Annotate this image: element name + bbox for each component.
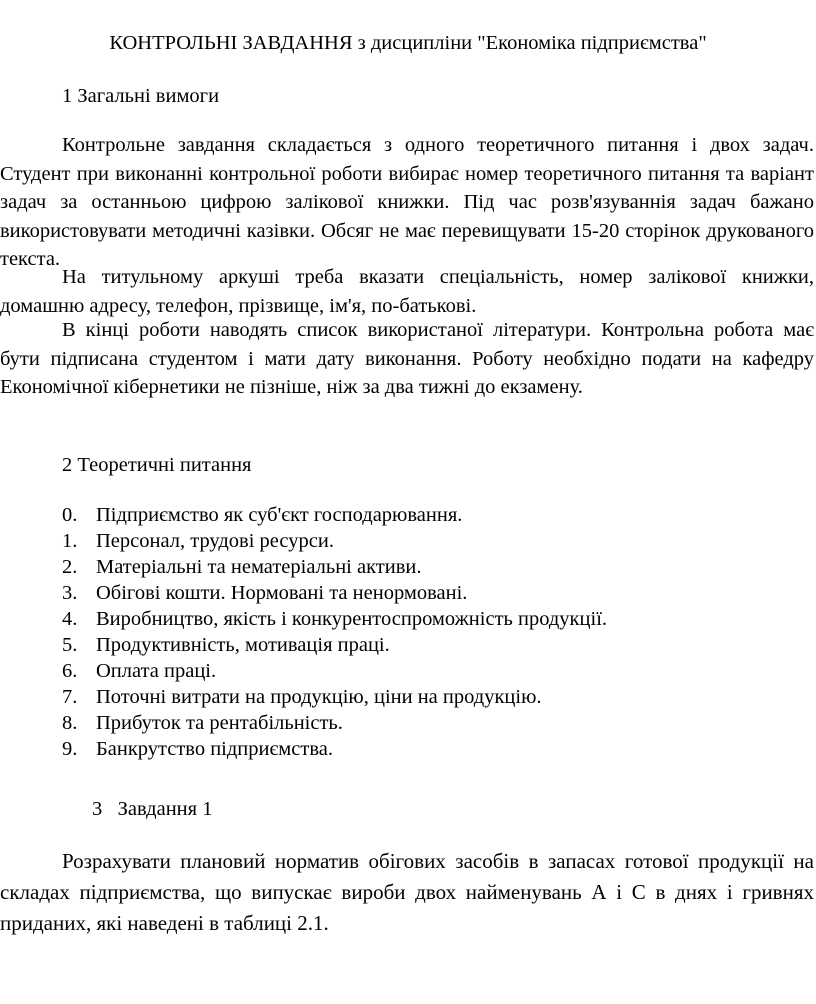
list-item	[62, 684, 607, 710]
question-text: Підприємство як суб'єкт господарювання.	[96, 504, 463, 526]
question-number: 6.	[62, 660, 78, 682]
list-item	[62, 736, 607, 762]
list-item	[62, 502, 607, 528]
question-number: 7.	[62, 686, 78, 708]
question-text: Персонал, трудові ресурси.	[96, 530, 334, 552]
list-item	[62, 606, 607, 632]
question-number: 9.	[62, 738, 78, 760]
list-item	[62, 710, 607, 736]
question-text: Прибуток та рентабільність.	[96, 712, 343, 734]
question-text: Продуктивність, мотивація праці.	[96, 634, 390, 656]
question-number: 8.	[62, 712, 78, 734]
task-1-text: Розрахувати плановий норматив обігових засобів в запасах готової продукції на складах підприємства, що випускає вироби двох найменувань А і С в днях і гривнях приданих, які наведені в таблиці 2.1.	[0, 849, 814, 935]
question-text: Поточні витрати на продукцію, ціни на продукцію.	[96, 686, 542, 708]
section-heading-theory-questions: 2 Теоретичні питання	[62, 454, 252, 476]
paragraph-title-page: На титульному аркуші треба вказати спеціальність, номер залікової книжки, домашню адресу, телефон, прізвище, ім'я, по-батькові.	[0, 266, 814, 317]
question-text: Виробництво, якість і конкурентоспроможність продукції.	[96, 608, 608, 630]
question-number: 5.	[62, 634, 78, 656]
list-item	[62, 658, 607, 684]
list-item	[62, 528, 607, 554]
list-item	[62, 580, 607, 606]
question-number: 1.	[62, 530, 78, 552]
section-heading-general-requirements: 1 Загальні вимоги	[62, 85, 220, 107]
list-item	[62, 554, 607, 580]
question-number: 3.	[62, 582, 78, 604]
question-number: 4.	[62, 608, 78, 630]
question-text: Обігові кошти. Нормовані та ненормовані.	[96, 582, 468, 604]
page-title: КОНТРОЛЬНІ ЗАВДАННЯ з дисципліни "Економіка підприємства"	[109, 32, 707, 54]
theory-questions-list	[62, 502, 607, 762]
list-item	[62, 632, 607, 658]
paragraph-literature: В кінці роботи наводять список використаної літератури. Контрольна робота має бути підписана студентом і мати дату виконання. Роботу необхідно подати на кафедру Економічної кібернетики не пізніше, ніж за два тижні до екзамену.	[0, 319, 814, 398]
question-number: 0.	[62, 504, 78, 526]
question-text: Оплата праці.	[96, 660, 217, 682]
paragraph-task-description: Контрольне завдання складається з одного теоретичного питання і двох задач. Студент при виконанні контрольної роботи вибирає номер теоретичного питання та варіант задач за останньою цифрою залікової книжки. Під час розв'язуваннія задач бажано використовувати методичні казівки. Обсяг не має перевищувати 15-20 сторінок друкованого текста.	[0, 134, 814, 270]
question-text: Банкрутство підприємства.	[96, 738, 333, 760]
question-text: Матеріальні та нематеріальні активи.	[96, 556, 422, 578]
question-number: 2.	[62, 556, 78, 578]
section-heading-task-1: 3 Завдання 1	[92, 798, 213, 820]
